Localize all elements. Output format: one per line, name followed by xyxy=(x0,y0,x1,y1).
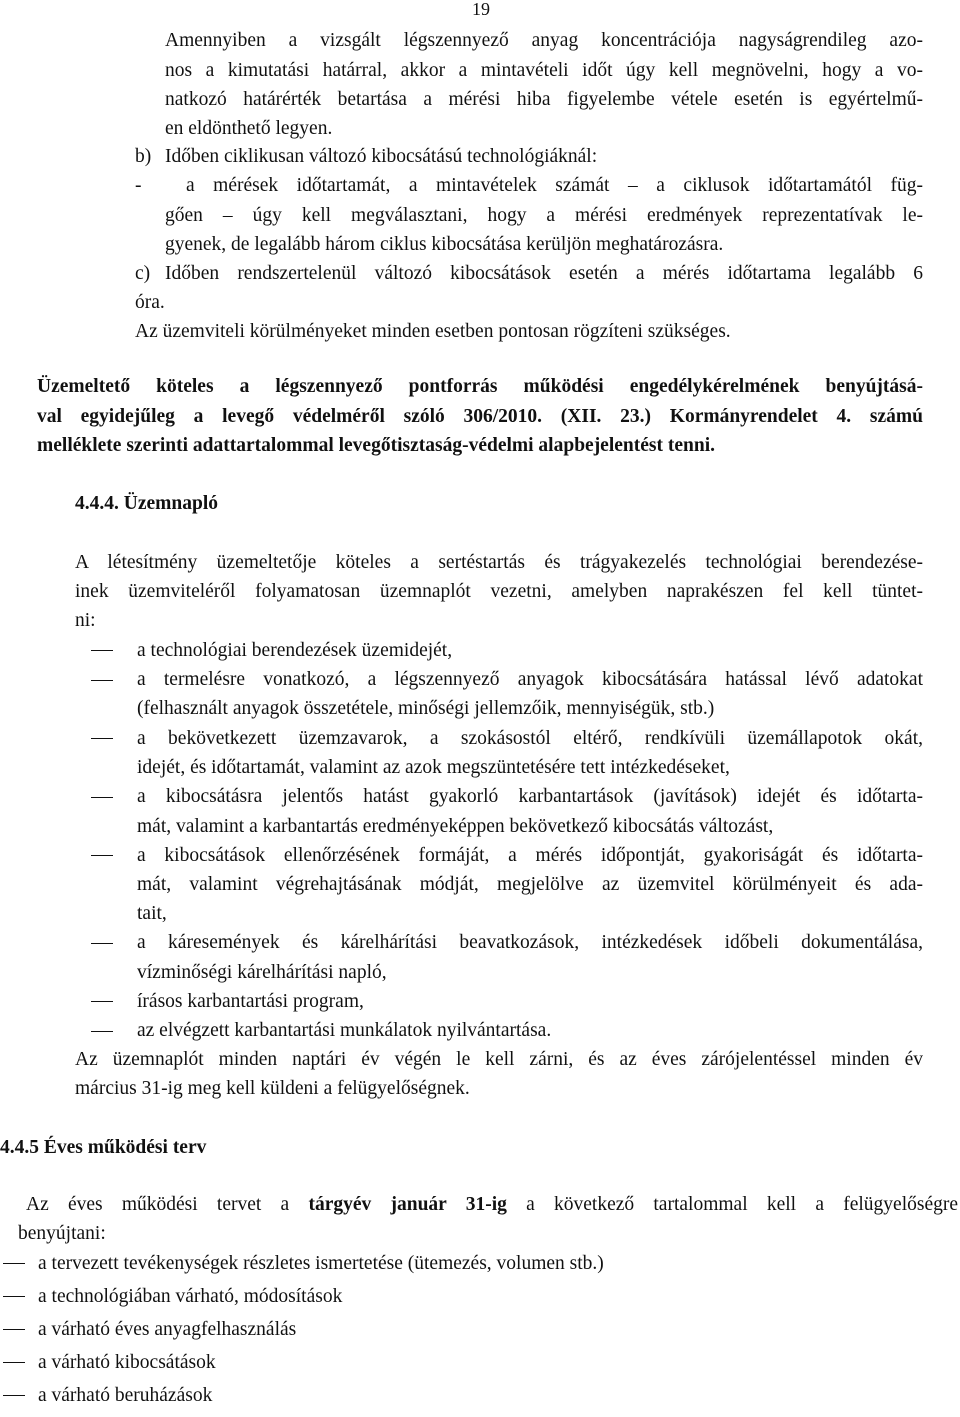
item-b-sub-line: gyenek, de legalább három ciklus kibocsátása kerüljön meghatározásra. xyxy=(165,234,724,255)
dash-bullet xyxy=(91,797,113,798)
list-item-line: mát, valamint végrehajtásának módját, megjelölve az üzemvitel körülményeit és ada- xyxy=(137,874,923,895)
list-item-line: vízminőségi kárelhárítási napló, xyxy=(137,962,387,983)
dash-bullet xyxy=(3,1296,25,1297)
logbook-intro-line: ni: xyxy=(75,610,96,631)
intro-line: nos a kimutatási határral, akkor a mintavételi időt úgy kell megnövelni, hogy a vo- xyxy=(165,60,923,81)
item-b-sub-line: gően – úgy kell megválasztani, hogy a mérési eredmények reprezentatívak le- xyxy=(165,205,923,226)
item-c-line: óra. xyxy=(135,292,165,313)
item-b-label: b) xyxy=(135,146,152,167)
bold-notice-line: Üzemeltető köteles a légszennyező pontforrás működési engedélykérelmének benyújtásá- xyxy=(37,376,923,397)
item-b-text: Időben ciklikusan változó kibocsátású technológiáknál: xyxy=(165,146,598,167)
dash-bullet xyxy=(3,1395,25,1396)
bold-notice-line: val egyidejűleg a levegő védelméről szóló 306/2010. (XII. 23.) Kormányrendelet 4. számú xyxy=(37,406,923,427)
list-item-line: a termelésre vonatkozó, a légszennyező anyagok kibocsátására hatással lévő adatokat xyxy=(137,669,923,690)
intro-text: Az éves működési tervet a xyxy=(26,1194,309,1215)
list-item-line: a kibocsátásra jelentős hatást gyakorló karbantartások (javítások) idejét és időtarta- xyxy=(137,786,923,807)
dash-bullet xyxy=(3,1263,25,1264)
dash-bullet xyxy=(91,1031,113,1032)
list-item-line: mát, valamint a karbantartás eredményeképpen bekövetkező kibocsátás változást, xyxy=(137,816,774,837)
list-item-line: a kibocsátások ellenőrzésének formáját, a mérés időpontját, gyakoriságát és időtarta- xyxy=(137,845,923,866)
dash-bullet xyxy=(91,855,113,856)
dash-bullet xyxy=(91,943,113,944)
dash-bullet xyxy=(91,1001,113,1002)
item-b-sub-line: a mérések időtartamát, a mintavételek számát – a ciklusok időtartamától füg- xyxy=(186,175,923,196)
list-item-line: (felhasznált anyagok összetétele, minőségi jellemzőik, mennyiségük, stb.) xyxy=(137,698,715,719)
list-item-line: a várható kibocsátások xyxy=(38,1352,216,1373)
section-heading-444: 4.4.4. Üzemnapló xyxy=(75,493,218,514)
list-item-line: a várható beruházások xyxy=(38,1385,213,1406)
record-note: Az üzemviteli körülményeket minden esetben pontosan rögzíteni szükséges. xyxy=(135,321,731,342)
intro-line: Amennyiben a vizsgált légszennyező anyag koncentrációja nagyságrendileg azo- xyxy=(165,30,923,51)
dash-bullet xyxy=(3,1362,25,1363)
list-item-line: tait, xyxy=(137,903,167,924)
annual-plan-intro-line2: benyújtani: xyxy=(18,1223,106,1244)
logbook-intro-line: inek üzemviteléről folyamatosan üzemnaplót vezetni, amelyben naprakészen fel kell tüntet- xyxy=(75,581,923,602)
page-number: 19 xyxy=(472,0,490,19)
section-heading-445: 4.4.5 Éves működési terv xyxy=(0,1137,207,1158)
list-item-line: az elvégzett karbantartási munkálatok nyilvántartása. xyxy=(137,1020,552,1041)
item-b-sub-dash: - xyxy=(135,175,142,196)
dash-bullet xyxy=(91,738,113,739)
dash-bullet xyxy=(91,680,113,681)
annual-plan-intro xyxy=(26,1190,958,1219)
list-item-line: írásos karbantartási program, xyxy=(137,991,364,1012)
list-item-line: a bekövetkezett üzemzavarok, a szokásostól eltérő, rendkívüli üzemállapotok okát, xyxy=(137,728,923,749)
item-c-label: c) xyxy=(135,263,151,284)
bold-notice-line: melléklete szerinti adattartalommal levegőtisztaság-védelmi alapbejelentést tenni. xyxy=(37,435,715,456)
intro-line: natkozó határérték betartása a mérési hiba figyelembe vétele esetén is egyértelmű- xyxy=(165,89,923,110)
intro-line: en eldönthető legyen. xyxy=(165,118,333,139)
logbook-closing-line: március 31-ig meg kell küldeni a felügyelőségnek. xyxy=(75,1078,470,1099)
item-c-line: Időben rendszertelenül változó kibocsátások esetén a mérés időtartama legalább 6 xyxy=(165,263,923,284)
list-item-line: a tervezett tevékenységek részletes ismertetése (ütemezés, volumen stb.) xyxy=(38,1253,604,1274)
list-item-line: a káresemények és kárelhárítási beavatkozások, intézkedések időbeli dokumentálása, xyxy=(137,932,923,953)
dash-bullet xyxy=(91,650,113,651)
list-item-line: idejét, és időtartamát, valamint az azok megszüntetésére tett intézkedéseket, xyxy=(137,757,730,778)
list-item-line: a várható éves anyagfelhasználás xyxy=(38,1319,297,1340)
logbook-closing-line: Az üzemnaplót minden naptári év végén le kell zárni, és az éves zárójelentéssel minden év xyxy=(75,1049,923,1070)
list-item-line: a technológiai berendezések üzemidejét, xyxy=(137,640,453,661)
intro-text: a következő tartalommal kell a felügyelőségre xyxy=(506,1194,958,1215)
deadline-text: tárgyév január 31-ig xyxy=(308,1194,507,1215)
list-item-line: a technológiában várható, módosítások xyxy=(38,1286,343,1307)
dash-bullet xyxy=(3,1329,25,1330)
logbook-intro-line: A létesítmény üzemeltetője köteles a sertéstartás és trágyakezelés technológiai berendezése- xyxy=(75,552,923,573)
